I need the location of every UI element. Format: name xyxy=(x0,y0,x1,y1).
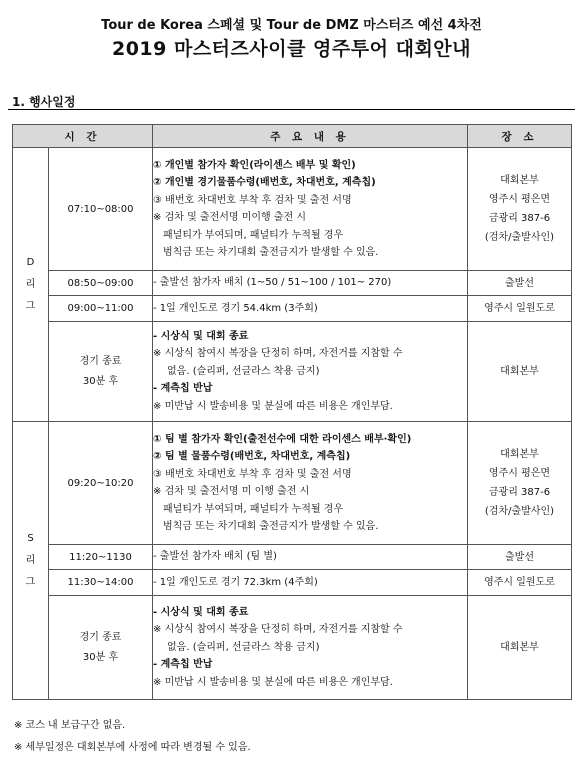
place-cell: 출발선 xyxy=(468,271,572,296)
place-cell: 대회본부 영주시 평은면 금광리 387-6 (검차/출발사인) xyxy=(468,422,572,545)
note-supply: ※ 코스 내 보급구간 없음. xyxy=(14,720,126,731)
content-cell: - 시상식 및 대회 종료 ※ 시상식 참여시 복장을 단정히 하며, 자전거를 지참할 수 없음. (슬리퍼, 선글라스 착용 금지) - 계측칩 반납 ※ 미반납 시 발송비용 및 분실에 따른 비용은 개인부담. xyxy=(153,322,468,422)
time-cell: 09:20~10:20 xyxy=(49,422,153,545)
time-cell: 07:10~08:00 xyxy=(49,148,153,271)
section-divider xyxy=(8,109,575,110)
content-cell: - 1일 개인도로 경기 72.3km (4주회) xyxy=(153,570,468,596)
event-subtitle: Tour de Korea 스페셜 및 Tour de DMZ 마스터즈 예선 4차전 xyxy=(101,18,482,33)
time-cell: 경기 종료 30분 후 xyxy=(49,596,153,700)
time-cell: 08:50~09:00 xyxy=(49,271,153,296)
content-cell: - 시상식 및 대회 종료 ※ 시상식 참여시 복장을 단정히 하며, 자전거를 지참할 수 없음. (슬리퍼, 선글라스 착용 금지) - 계측칩 반납 ※ 미반납 시 발송비용 및 분실에 따른 비용은 개인부담. xyxy=(153,596,468,700)
d-league-label: D 리 그 xyxy=(13,148,49,422)
table-row xyxy=(13,322,572,422)
column-header-place: 장 소 xyxy=(468,125,572,148)
place-cell: 영주시 일원도로 xyxy=(468,296,572,322)
s-league-label: S 리 그 xyxy=(13,422,49,700)
time-cell: 경기 종료 30분 후 xyxy=(49,322,153,422)
table-row xyxy=(13,570,572,596)
content-cell: - 출발선 참가자 배치 (팀 별) xyxy=(153,545,468,570)
time-cell: 09:00~11:00 xyxy=(49,296,153,322)
content-cell: ① 팀 별 참가자 확인(출전선수에 대한 라이센스 배부·확인) ② 팀 별 물품수령(배번호, 차대번호, 계측칩) ③ 배번호 차대번호 부착 후 검차 및 출전 서명 ※ 검차 및 출전서명 미 이행 출전 시 패널티가 부여되며, 패널티가 누적될 경우 범칙금 또는 차기대회 출전금지가 발생할 수 있음. xyxy=(153,422,468,545)
place-cell: 영주시 일원도로 xyxy=(468,570,572,596)
table-header-row xyxy=(13,125,572,148)
page-title: 2019 마스터즈사이클 영주투어 대회안내 xyxy=(111,38,472,60)
table-row xyxy=(13,596,572,700)
table-row xyxy=(13,422,572,545)
content-cell: - 1일 개인도로 경기 54.4km (3주회) xyxy=(153,296,468,322)
content-cell: ① 개인별 참가자 확인(라이센스 배부 및 확인) ② 개인별 경기물품수령(배번호, 차대번호, 계측칩) ③ 배번호 차대번호 부착 후 검차 및 출전 서명 ※ 검차 및 출전서명 미이행 출전 시 패널티가 부여되며, 패널티가 누적될 경우 범칙금 또는 차기대회 출전금지가 발생할 수 있음. xyxy=(153,148,468,271)
table-row xyxy=(13,296,572,322)
table-row xyxy=(13,271,572,296)
schedule-table xyxy=(12,124,572,700)
note-schedule-change: ※ 세부일정은 대회본부에 사정에 따라 변경될 수 있음. xyxy=(14,742,251,753)
time-cell: 11:20~1130 xyxy=(49,545,153,570)
table-row xyxy=(13,545,572,570)
place-cell: 대회본부 xyxy=(468,596,572,700)
section-title: 1. 행사일정 xyxy=(12,95,76,109)
time-cell: 11:30~14:00 xyxy=(49,570,153,596)
column-header-time: 시 간 xyxy=(13,125,153,148)
place-cell: 출발선 xyxy=(468,545,572,570)
column-header-content: 주 요 내 용 xyxy=(153,125,468,148)
place-cell: 대회본부 xyxy=(468,322,572,422)
content-cell: - 출발선 참가자 배치 (1~50 / 51~100 / 101~ 270) xyxy=(153,271,468,296)
place-cell: 대회본부 영주시 평은면 금광리 387-6 (검차/출발사인) xyxy=(468,148,572,271)
table-row xyxy=(13,148,572,271)
